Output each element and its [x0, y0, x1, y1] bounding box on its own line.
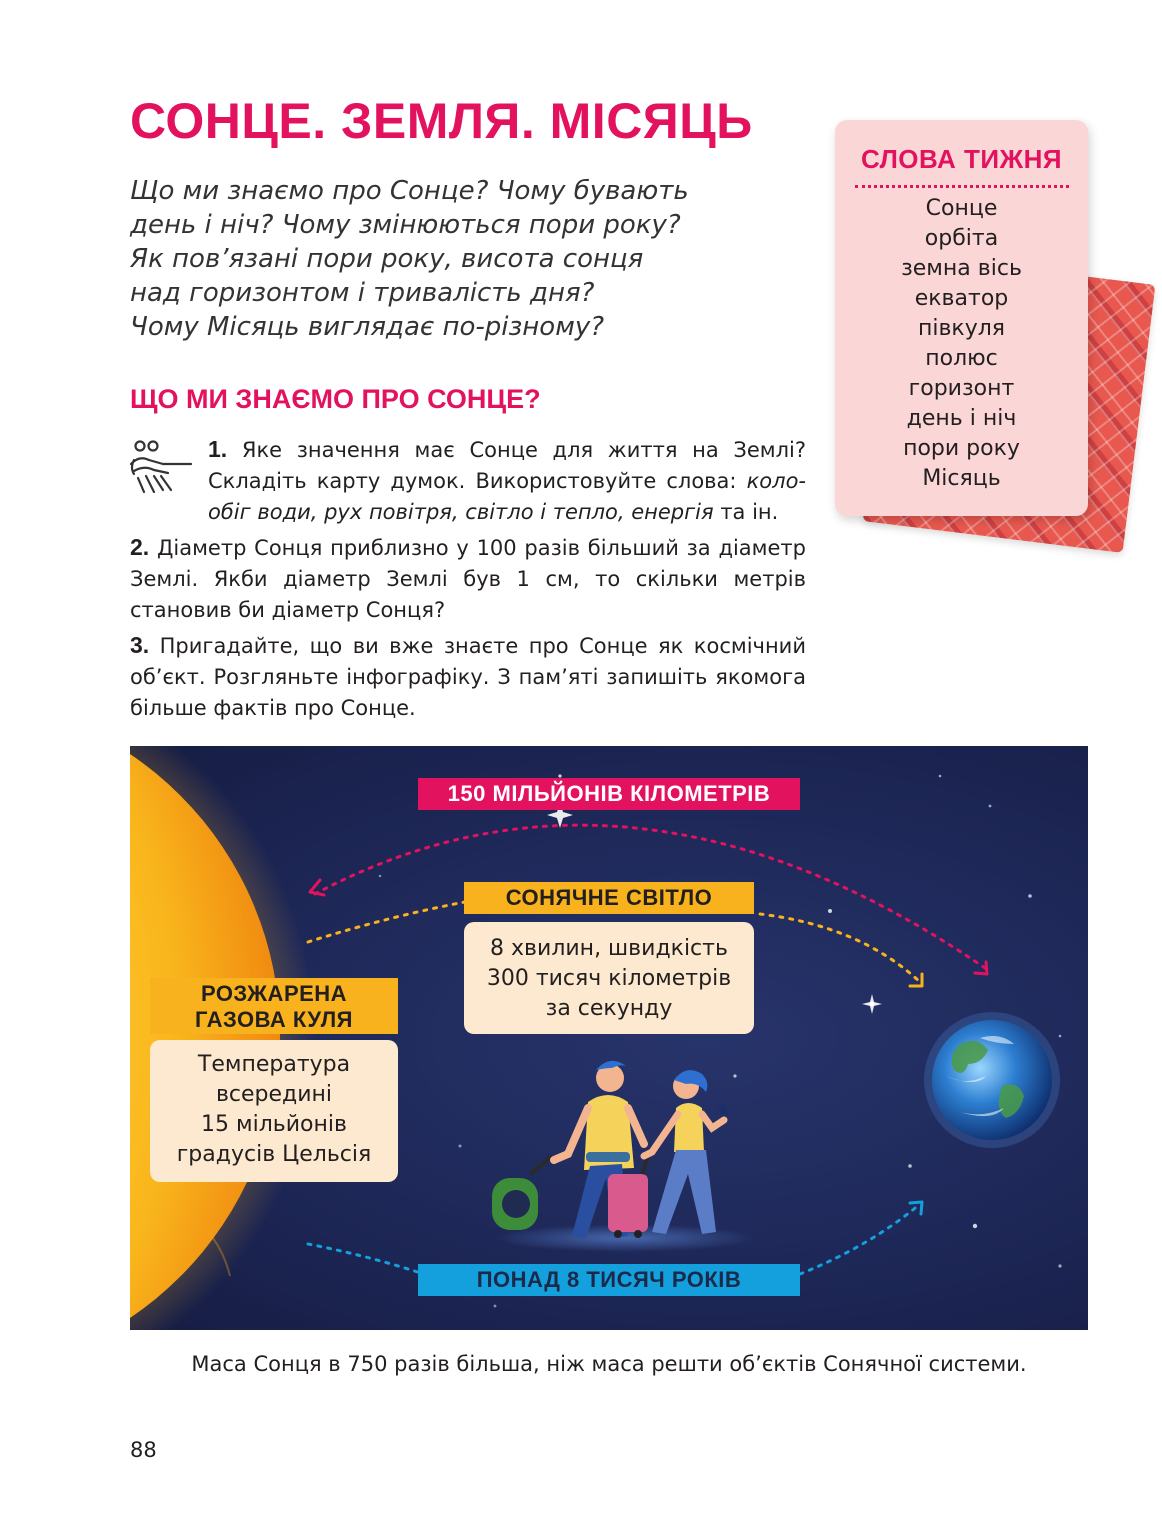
task-number: 1.	[208, 436, 228, 462]
section-heading: ЩО МИ ЗНАЄМО ПРО СОНЦЕ?	[130, 384, 541, 414]
sun-infographic	[130, 746, 1088, 1330]
distance-banner: 150 МІЛЬЙОНІВ КІЛОМЕТРІВ	[418, 778, 800, 810]
intro-line: Чому Місяць виглядає по-різному?	[130, 312, 605, 342]
word-item: орбіта	[924, 226, 999, 251]
task-2	[130, 532, 806, 626]
sunlight-info-line: 300 тисяч кілометрів	[486, 966, 732, 991]
words-of-week-title: СЛОВА ТИЖНЯ	[860, 144, 1063, 174]
intro-line: Що ми знаємо про Сонце? Чому бувають	[130, 176, 689, 206]
sun-banner	[150, 978, 398, 1034]
sun-info-box	[150, 1040, 398, 1182]
sun-info-line: всередині	[215, 1082, 333, 1107]
sun-illustration	[130, 746, 280, 1330]
intro-line: Як пов’язані пори року, висота сонця	[130, 244, 644, 274]
sun-banner-line: ГАЗОВА КУЛЯ	[195, 1007, 353, 1032]
sunlight-arrow	[760, 914, 920, 982]
word-item: Сонце	[925, 196, 998, 221]
page-title: СОНЦЕ. ЗЕМЛЯ. МІСЯЦЬ	[130, 93, 753, 149]
travelers-illustration	[492, 1061, 755, 1252]
sun-banner-line: РОЗЖАРЕНА	[200, 981, 348, 1006]
years-banner: ПОНАД 8 ТИСЯЧ РОКІВ	[418, 1264, 800, 1296]
sun-info-line: градусів Цельсія	[176, 1142, 372, 1167]
infographic-caption: Маса Сонця в 750 разів більша, ніж маса решти об’єктів Сонячної системи.	[191, 1352, 1027, 1376]
words-of-week-list	[835, 194, 1088, 494]
task-number: 2.	[130, 534, 150, 560]
years-arrow	[800, 1204, 920, 1274]
word-item: пори року	[903, 436, 1020, 461]
sunlight-info-line: 8 хвилин, швидкість	[490, 936, 728, 961]
intro-line: над горизонтом і тривалість дня?	[130, 278, 595, 308]
word-item: горизонт	[908, 376, 1015, 401]
task-1	[208, 434, 806, 528]
group-work-icon	[128, 438, 196, 494]
arrow-head-icon	[310, 880, 324, 895]
page-number: 88	[130, 1438, 157, 1462]
dotted-divider	[855, 185, 1069, 188]
sunlight-info-line: за секунду	[545, 996, 673, 1021]
word-item: земна вісь	[901, 256, 1022, 281]
word-item: Місяць	[922, 466, 1001, 491]
word-item: півкуля	[917, 316, 1006, 341]
sunlight-info-box	[464, 922, 754, 1034]
infographic-artwork	[130, 746, 1088, 1330]
sun-info-line: 15 мільйонів	[201, 1112, 347, 1137]
word-item: екватор	[914, 286, 1009, 311]
word-item: день і ніч	[906, 406, 1017, 431]
intro-line: день і ніч? Чому змінюються пори року?	[130, 210, 681, 240]
task-text-italic: колообіг води, рух повітря, світло і тепло, енергія	[208, 469, 806, 524]
task-text: Діаметр Сонця приблизно у 100 разів більший за діаметр Землі. Якби діаметр Землі був 1 см, то скільки метрів становив би діаметр Сонця?	[130, 536, 806, 622]
sun-info-line: Температура	[197, 1052, 351, 1077]
task-3	[130, 630, 806, 724]
task-number: 3.	[130, 632, 150, 658]
task-text: та ін.	[713, 500, 779, 524]
word-item: полюс	[925, 346, 998, 371]
task-text: Яке значення має Сонце для життя на Землі? Складіть карту думок. Використовуйте слова:	[208, 438, 807, 493]
sunlight-banner: СОНЯЧНЕ СВІТЛО	[464, 882, 754, 914]
task-text: Пригадайте, що ви вже знаєте про Сонце як космічний об’єкт. Розгляньте інфографіку. З пам’яті запишіть якомога більше фактів про Сонце.	[130, 634, 806, 720]
words-of-week-card	[835, 120, 1088, 516]
